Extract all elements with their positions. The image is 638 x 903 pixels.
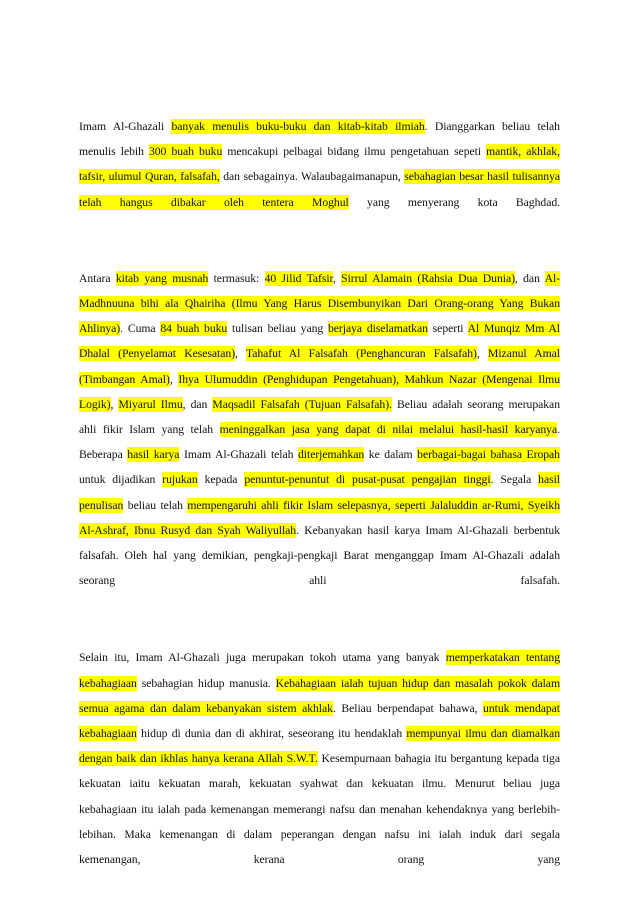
highlighted-text: memperkatakan tentang kebahagiaan <box>79 651 561 690</box>
text-segment: , <box>332 271 342 285</box>
highlighted-text: Maqsadil Falsafah (Tujuan Falsafah). <box>212 397 392 411</box>
text-segment: beliau telah <box>123 498 188 512</box>
highlighted-text: Ihya Ulumuddin (Penghidupan Pengetahuan), Mahkun Nazar (Mengenai Ilmu Logik) <box>79 372 560 411</box>
paragraph-spacer <box>79 593 560 645</box>
text-segment: . Segala <box>490 473 539 487</box>
highlighted-text: berjaya diselamatkan <box>327 322 428 336</box>
text-segment: , <box>235 347 246 361</box>
text-segment: hidup di dunia dan di akhirat, seseorang itu hendaklah <box>136 727 407 741</box>
highlighted-text: diterjemahkan <box>298 448 365 462</box>
paragraph-2 <box>79 266 560 594</box>
highlighted-text: Sirrul Alamain (Rahsia Dua Dunia) <box>341 271 515 285</box>
text-segment: , <box>476 347 489 361</box>
highlighted-text: Tahafut Al Falsafah (Penghancuran Falsafah) <box>245 347 477 361</box>
text-segment: Kesempurnaan bahagia itu bergantung kepada tiga kekuatan iaitu kekuatan marah, kekuatan syahwat dan kekuatan ilmu. Menurut beliau juga kebahagiaan itu ialah pada kemenangan memerangi nafsu dan menahan kehendaknya yang berlebih-lebihan. Maka kemenangan di dalam peperangan dengan nafsu ini ialah induk dari segala kemenangan, kerana orang yang <box>79 752 560 867</box>
text-segment: Beliau adalah seorang merupakan ahli fikir Islam yang telah <box>79 397 560 437</box>
paragraph-1 <box>79 114 560 215</box>
paragraph-3 <box>79 645 560 872</box>
text-segment: Imam Al-Ghazali telah <box>179 448 298 462</box>
highlighted-text: Miyarul Ilmu <box>118 397 183 411</box>
text-segment: yang menyerang kota Baghdad. <box>348 195 560 209</box>
paragraph-spacer <box>79 215 560 266</box>
text-segment: . Beberapa <box>79 423 560 462</box>
highlighted-text: untuk mendapat kebahagiaan <box>79 701 561 741</box>
text-segment: tulisan beliau yang <box>227 322 328 336</box>
highlighted-text: Al Munqiz Mm Al Dhalal (Penyelamat Kesesatan) <box>79 322 560 361</box>
text-segment: kepada <box>197 473 245 487</box>
text-segment: . Dianggarkan beliau telah menulis lebih <box>79 120 560 159</box>
text-segment: untuk dijadikan <box>79 473 163 487</box>
highlighted-text: 300 buah buku <box>148 145 223 159</box>
highlighted-text: kitab yang musnah <box>115 271 209 285</box>
text-segment: , dan <box>182 397 213 411</box>
highlighted-text: banyak menulis buku-buku dan kitab-kitab ilmiah <box>171 120 425 133</box>
text-segment: , dan <box>514 271 545 285</box>
highlighted-text: hasil karya <box>127 448 180 462</box>
highlighted-text: Al-Madhnuuna bihi ala Qhairiha (Ilmu Yang Harus Disembunyikan Dari Orang-orang Yang Bukan Ahlinya) <box>79 271 561 336</box>
text-segment: Selain itu, Imam Al-Ghazali juga merupakan tokoh utama yang banyak <box>79 651 446 665</box>
text-segment: , <box>169 372 179 386</box>
highlighted-text: 40 Jilid Tafsir <box>264 271 333 285</box>
highlighted-text: rujukan <box>162 473 198 487</box>
text-segment: ke dalam <box>364 448 418 462</box>
text-segment: . Cuma <box>120 322 161 336</box>
highlighted-text: berbagai-bagai bahasa Eropah <box>417 448 560 462</box>
text-segment: mencakupi pelbagai bidang ilmu pengetahuan sepeti <box>222 145 487 159</box>
text-segment: , <box>110 397 119 411</box>
text-segment: sebahagian hidup manusia. <box>136 676 276 690</box>
highlighted-text: penuntut-penuntut di pusat-pusat pengajian tinggi <box>244 473 491 487</box>
highlighted-text: mempengaruhi ahli fikir Islam selepasnya, seperti Jalaluddin ar-Rumi, Syeikh Al-Ashraf, Ibnu Rusyd dan Syah Waliyullah <box>79 498 560 537</box>
text-segment: . Kebanyakan hasil karya Imam Al-Ghazali berbentuk falsafah. Oleh hal yang demikian, pengkaji-pengkaji Barat menganggap Imam Al-Ghazali adalah seorang ahli falsafah. <box>79 523 560 588</box>
text-segment: seperti <box>427 322 468 336</box>
highlighted-text: 84 buah buku <box>160 322 228 336</box>
highlighted-text: mempunyai ilmu dan diamalkan dengan baik dan ikhlas hanya kerana Allah S.W.T. <box>79 727 560 766</box>
highlighted-text: sebahagian besar hasil tulisannya telah hangus dibakar oleh tentera Moghul <box>79 170 560 209</box>
text-segment: Antara <box>79 271 116 285</box>
highlighted-text: meninggalkan jasa yang dapat di nilai melalui hasil-hasil karyanya <box>219 423 558 437</box>
highlighted-text: mantik, akhlak, tafsir, ulumul Quran, falsafah, <box>79 145 560 184</box>
text-segment: dan sebagainya. Walaubagaimanapun, <box>219 170 405 184</box>
highlighted-text: Mizanul Amal (Timbangan Amal) <box>79 347 561 386</box>
text-segment: termasuk: <box>208 271 265 285</box>
text-segment: . Beliau berpendapat bahawa, <box>332 701 484 715</box>
highlighted-text: Kebahagiaan ialah tujuan hidup dan masalah pokok dalam semua agama dan dalam kebanyakan sistem akhlak <box>79 676 560 715</box>
text-segment: Imam Al-Ghazali <box>79 120 172 133</box>
highlighted-text: hasil penulisan <box>79 473 560 512</box>
